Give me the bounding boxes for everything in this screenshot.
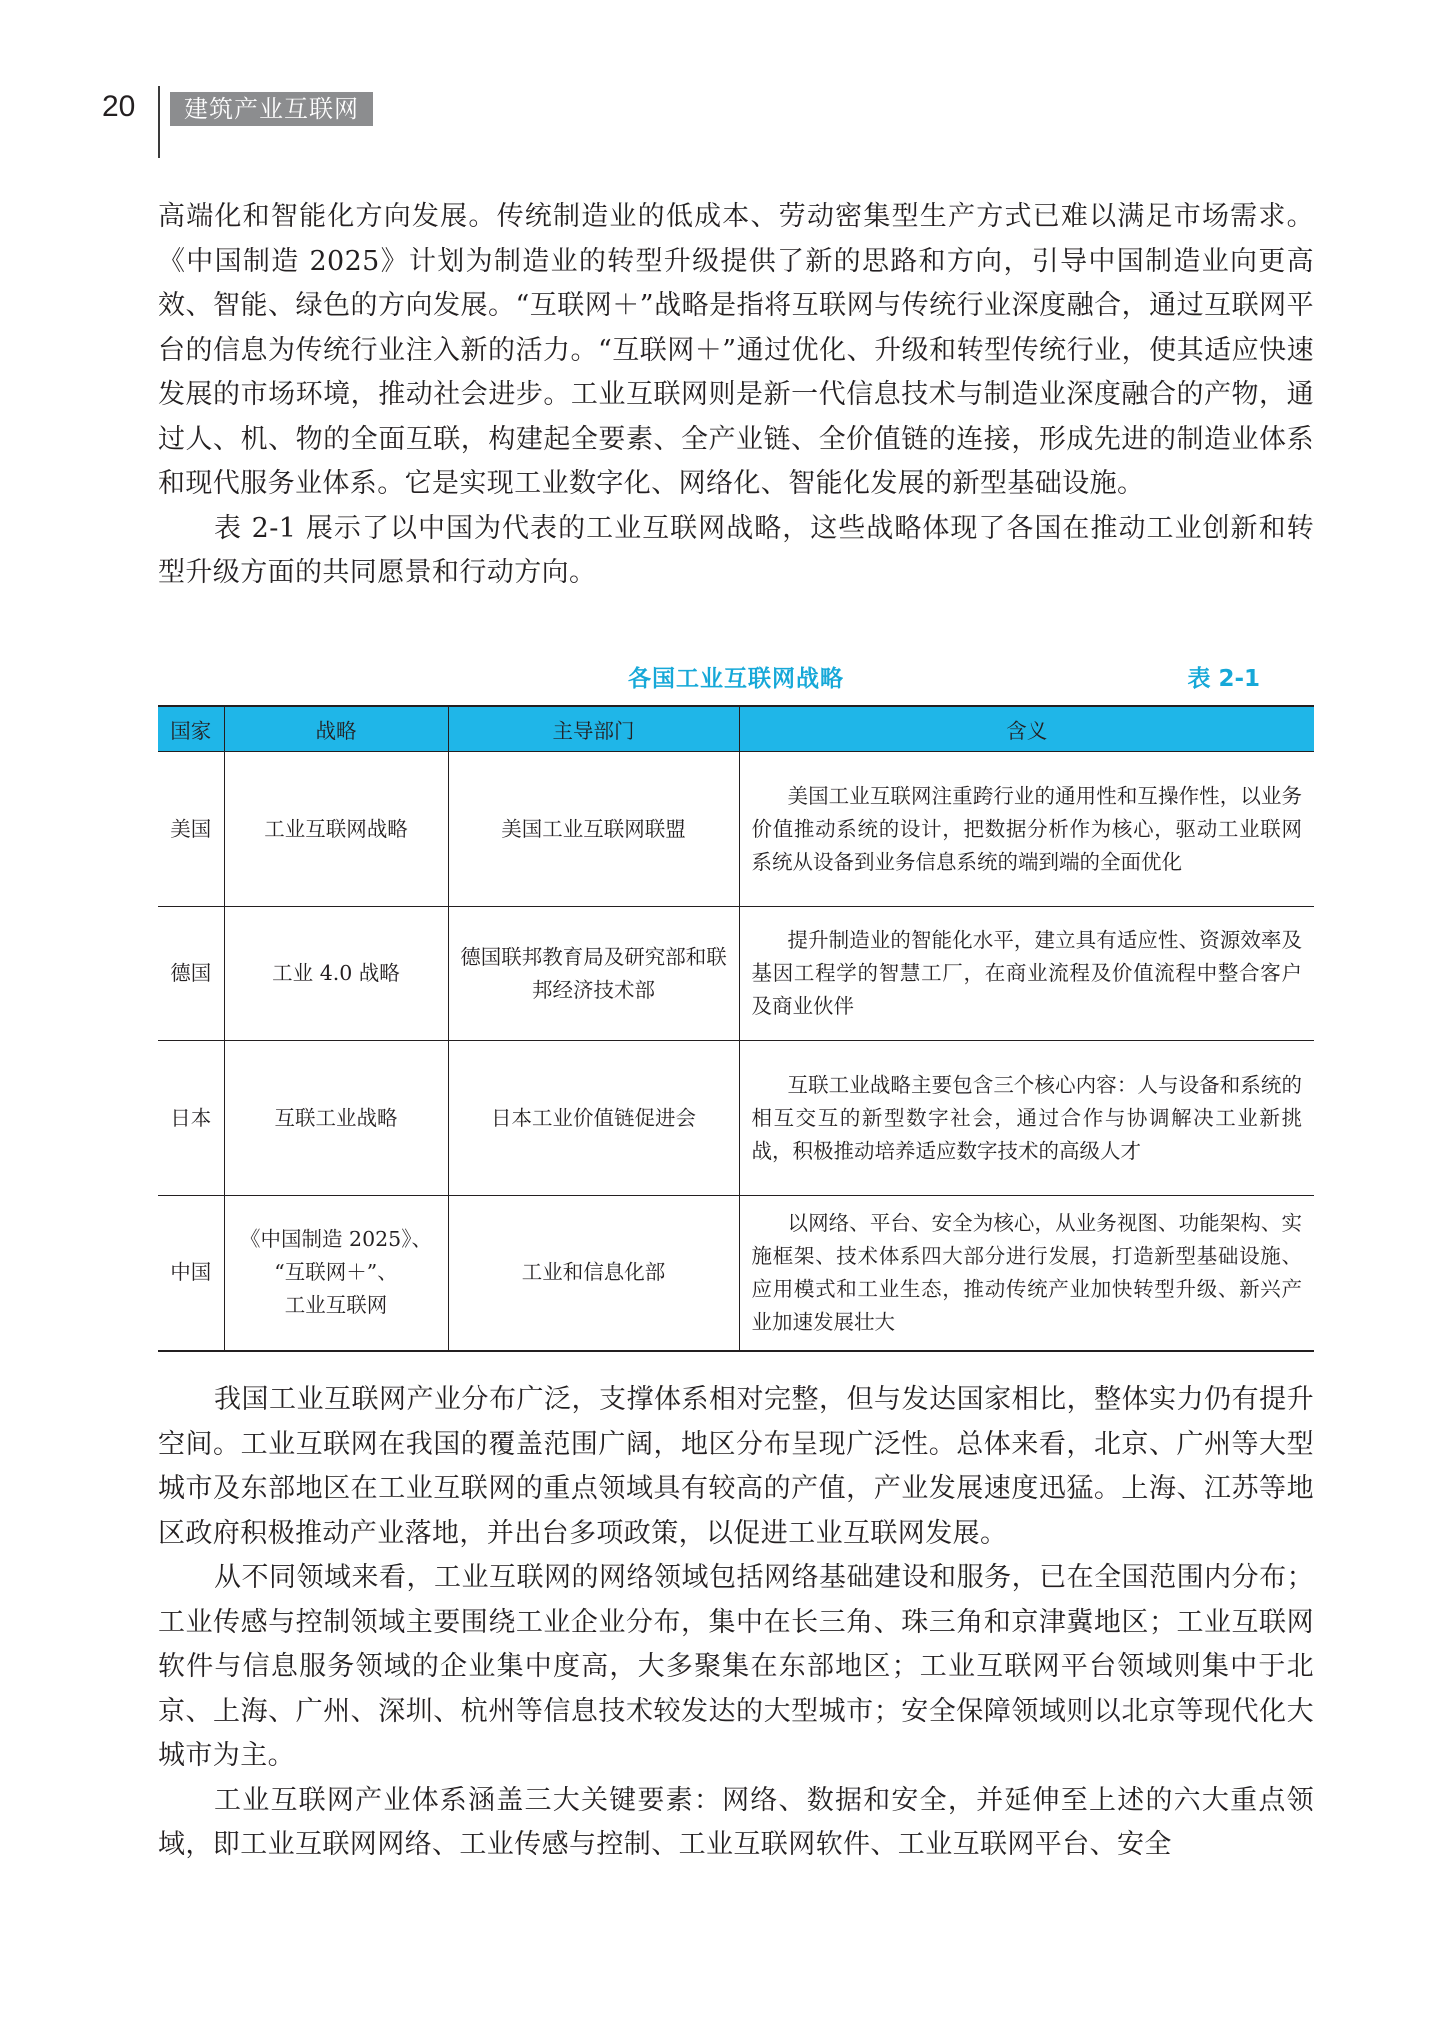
paragraph: 我国工业互联网产业分布广泛，支撑体系相对完整，但与发达国家相比，整体实力仍有提升空间。工业互联网在我国的覆盖范围广阔，地区分布呈现广泛性。总体来看，北京、广州等大型城市及东部地区在工业互联网的重点领域具有较高的产值，产业发展速度迅猛。上海、江苏等地区政府积极推动产业落地，并出台多项政策，以促进工业互联网发展。 [158,1384,1314,1549]
column-header-country: 国家 [158,706,224,752]
cell-meaning [739,752,1314,907]
body-text-bottom [158,1378,1314,1868]
table-row [158,752,1314,907]
cell-country: 美国 [158,752,224,907]
cell-department: 德国联邦教育局及研究部和联邦经济技术部 [448,907,739,1041]
paragraph: 工业互联网产业体系涵盖三大关键要素：网络、数据和安全，并延伸至上述的六大重点领域，即工业互联网网络、工业传感与控制、工业互联网软件、工业互联网平台、安全 [158,1784,1314,1860]
cell-department: 美国工业互联网联盟 [448,752,739,907]
paragraph: 表 2-1 展示了以中国为代表的工业互联网战略，这些战略体现了各国在推动工业创新和转型升级方面的共同愿景和行动方向。 [158,512,1314,588]
column-header-meaning: 含义 [739,706,1314,752]
cell-strategy: 互联工业战略 [224,1041,448,1196]
cell-meaning [739,907,1314,1041]
cell-country: 德国 [158,907,224,1041]
body-text-top [158,195,1314,596]
meaning-text: 美国工业互联网注重跨行业的通用性和互操作性，以业务价值推动系统的设计，把数据分析作为核心，驱动工业联网系统从设备到业务信息系统的端到端的全面优化 [751,783,1302,874]
cell-strategy: 《中国制造 2025》、 “互联网＋”、 工业互联网 [224,1196,448,1351]
table-caption [158,658,1314,698]
meaning-text: 互联工业战略主要包含三个核心内容：人与设备和系统的相互交互的新型数字社会，通过合作与协调解决工业新挑战，积极推动培养适应数字技术的高级人才 [751,1072,1302,1163]
cell-department: 工业和信息化部 [448,1196,739,1351]
meaning-text: 提升制造业的智能化水平，建立具有适应性、资源效率及基因工程学的智慧工厂，在商业流程及价值流程中整合客户及商业伙伴 [751,928,1302,1018]
table-title: 各国工业互联网战略 [628,666,844,692]
column-header-strategy: 战略 [224,706,448,752]
cell-meaning [739,1196,1314,1351]
meaning-text: 以网络、平台、安全为核心，从业务视图、功能架构、实施框架、技术体系四大部分进行发展，打造新型基础设施、应用模式和工业生态，推动传统产业加快转型升级、新兴产业加速发展壮大 [751,1210,1302,1334]
cell-department: 日本工业价值链促进会 [448,1041,739,1196]
header-divider [158,86,160,158]
table-row [158,1041,1314,1196]
page-number: 20 [102,90,136,123]
paragraph: 从不同领域来看，工业互联网的网络领域包括网络基础建设和服务，已在全国范围内分布；工业传感与控制领域主要围绕工业企业分布，集中在长三角、珠三角和京津冀地区；工业互联网软件与信息服务领域的企业集中度高，大多聚集在东部地区；工业互联网平台领域则集中于北京、上海、广州、深圳、杭州等信息技术较发达的大型城市；安全保障领域则以北京等现代化大城市为主。 [158,1562,1314,1771]
table-number: 表 2-1 [1187,666,1260,692]
cell-strategy: 工业 4.0 战略 [224,907,448,1041]
table-row [158,1196,1314,1351]
cell-country: 日本 [158,1041,224,1196]
column-header-department: 主导部门 [448,706,739,752]
table-header-row [158,706,1314,752]
cell-country: 中国 [158,1196,224,1351]
paragraph: 高端化和智能化方向发展。传统制造业的低成本、劳动密集型生产方式已难以满足市场需求。《中国制造 2025》计划为制造业的转型升级提供了新的思路和方向，引导中国制造业向更高效、智能、绿色的方向发展。“互联网＋”战略是指将互联网与传统行业深度融合，通过互联网平台的信息为传统行业注入新的活力。“互联网＋”通过优化、升级和转型传统行业，使其适应快速发展的市场环境，推动社会进步。工业互联网则是新一代信息技术与制造业深度融合的产物，通过人、机、物的全面互联，构建起全要素、全产业链、全价值链的连接，形成先进的制造业体系和现代服务业体系。它是实现工业数字化、网络化、智能化发展的新型基础设施。 [158,201,1314,499]
running-header-title: 建筑产业互联网 [170,92,373,126]
table-row [158,907,1314,1041]
cell-strategy: 工业互联网战略 [224,752,448,907]
cell-meaning [739,1041,1314,1196]
strategy-table [158,705,1314,1352]
